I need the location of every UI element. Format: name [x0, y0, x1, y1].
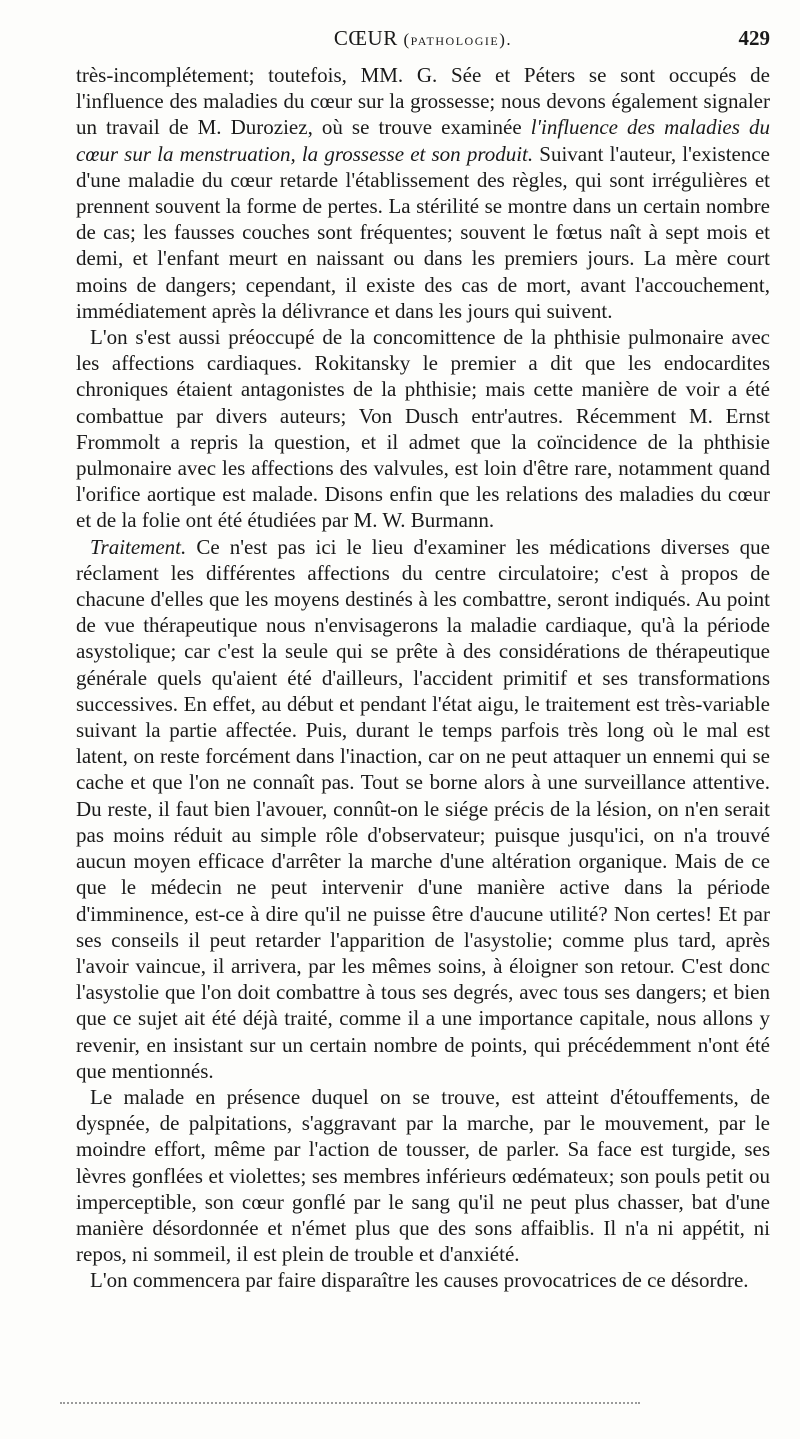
body-text	[76, 62, 770, 1294]
paragraph-1-italic-title: l'influence des maladies du cœur sur la menstruation, la grossesse et son produit.	[76, 115, 770, 166]
page-number: 429	[738, 26, 770, 50]
header-title: CŒUR	[333, 26, 398, 50]
paragraph-1-text-before: très-incomplétement; toutefois, MM. G. Sée et Péters se sont occupés de l'influence des maladies du cœur sur la grossesse; nous devons également signaler un travail de M. Duroziez, où se trouve examinée	[76, 63, 770, 140]
paragraph-4: Le malade en présence duquel on se trouve, est atteint d'étouffements, de dyspnée, de palpitations, s'aggravant par la marche, par le mouvement, par le moindre effort, même par l'action de tousser, de parler. Sa face est turgide, ses lèvres gonflées et violettes; ses membres inférieurs œdémateux; son pouls petit ou imperceptible, son cœur gonflé par le sang qu'il ne peut plus chasser, bat d'une manière désordonnée et n'émet plus que des sons affaiblis. Il n'a ni appétit, ni repos, ni sommeil, il est plein de trouble et d'anxiété.	[76, 1084, 770, 1267]
running-title	[76, 26, 770, 51]
paragraph-3-section-heading: Traitement.	[90, 534, 187, 559]
paragraph-3	[76, 534, 770, 1084]
paragraph-3-text: Ce n'est pas ici le lieu d'examiner les médications diverses que réclament les différentes affections du centre circulatoire; c'est à propos de chacune d'elles que les moyens destinés à les combattre, seront indiqués. Au point de vue thérapeutique nous n'envisagerons la maladie cardiaque, qu'à la période asystolique; car c'est la seule qui se prête à des considérations de thérapeutique générale quels qu'aient été d'ailleurs, l'accident primitif et ses transformations successives. En effet, au début et pendant l'état aigu, le traitement est très-variable suivant la partie affectée. Puis, durant le temps parfois très long où le mal est latent, on reste forcément dans l'inaction, car on ne peut attaquer un ennemi qui se cache et que l'on ne connaît pas. Tout se borne alors à une surveillance attentive. Du reste, il faut bien l'avouer, connût-on le siége précis de la lésion, on n'en serait pas moins réduit au simple rôle d'observateur; puisque jusqu'ici, on n'a trouvé aucun moyen efficace d'arrêter la marche d'une altération organique. Mais de ce que le médecin ne peut intervenir d'une manière active dans la période d'imminence, est-ce à dire qu'il ne puisse être d'aucune utilité? Non certes! Et par ses conseils il peut retarder l'apparition de l'asystolie; comme plus tard, après l'avoir vaincue, il arrivera, par les mêmes soins, à éloigner son retour. C'est donc l'asystolie que l'on doit combattre à tous ses degrés, avec tous ses dangers; et bien que ce sujet ait été déjà traité, comme il a une importance capitale, nous allons y revenir, en insistant sur un certain nombre de points, qui précédemment n'ont été que mentionnés.	[76, 534, 770, 1083]
running-header	[76, 26, 770, 56]
paragraph-1-text-after: Suivant l'auteur, l'existence d'une maladie du cœur retarde l'établissement des règles, qui sont irrégulières et prennent souvent la forme de pertes. La stérilité se montre dans un certain nombre de cas; les fausses couches sont fréquentes; souvent le fœtus naît à sept mois et demi, et l'enfant meurt en naissant ou dans les premiers jours. La mère court moins de dangers; cependant, il existe des cas de mort, avant l'accouchement, immédiatement après la délivrance et dans les jours qui suivent.	[76, 141, 770, 323]
paragraph-1	[76, 62, 770, 324]
header-subtitle: (pathologie).	[403, 30, 513, 49]
paragraph-2: L'on s'est aussi préoccupé de la concomittence de la phthisie pulmonaire avec les affections cardiaques. Rokitansky le premier a dit que les endocardites chroniques étaient antagonistes de la phthisie; mais cette manière de voir a été combattue par divers auteurs; Von Dusch entr'autres. Récemment M. Ernst Frommolt a repris la question, et il admet que la coïncidence de la phthisie pulmonaire avec les affections des valvules, est loin d'être rare, notamment quand l'orifice aortique est malade. Disons enfin que les relations des maladies du cœur et de la folie ont été étudiées par M. W. Burmann.	[76, 325, 770, 533]
paragraph-5: L'on commencera par faire disparaître les causes provocatrices de ce désordre.	[90, 1268, 749, 1293]
footer-rule	[60, 1402, 640, 1404]
